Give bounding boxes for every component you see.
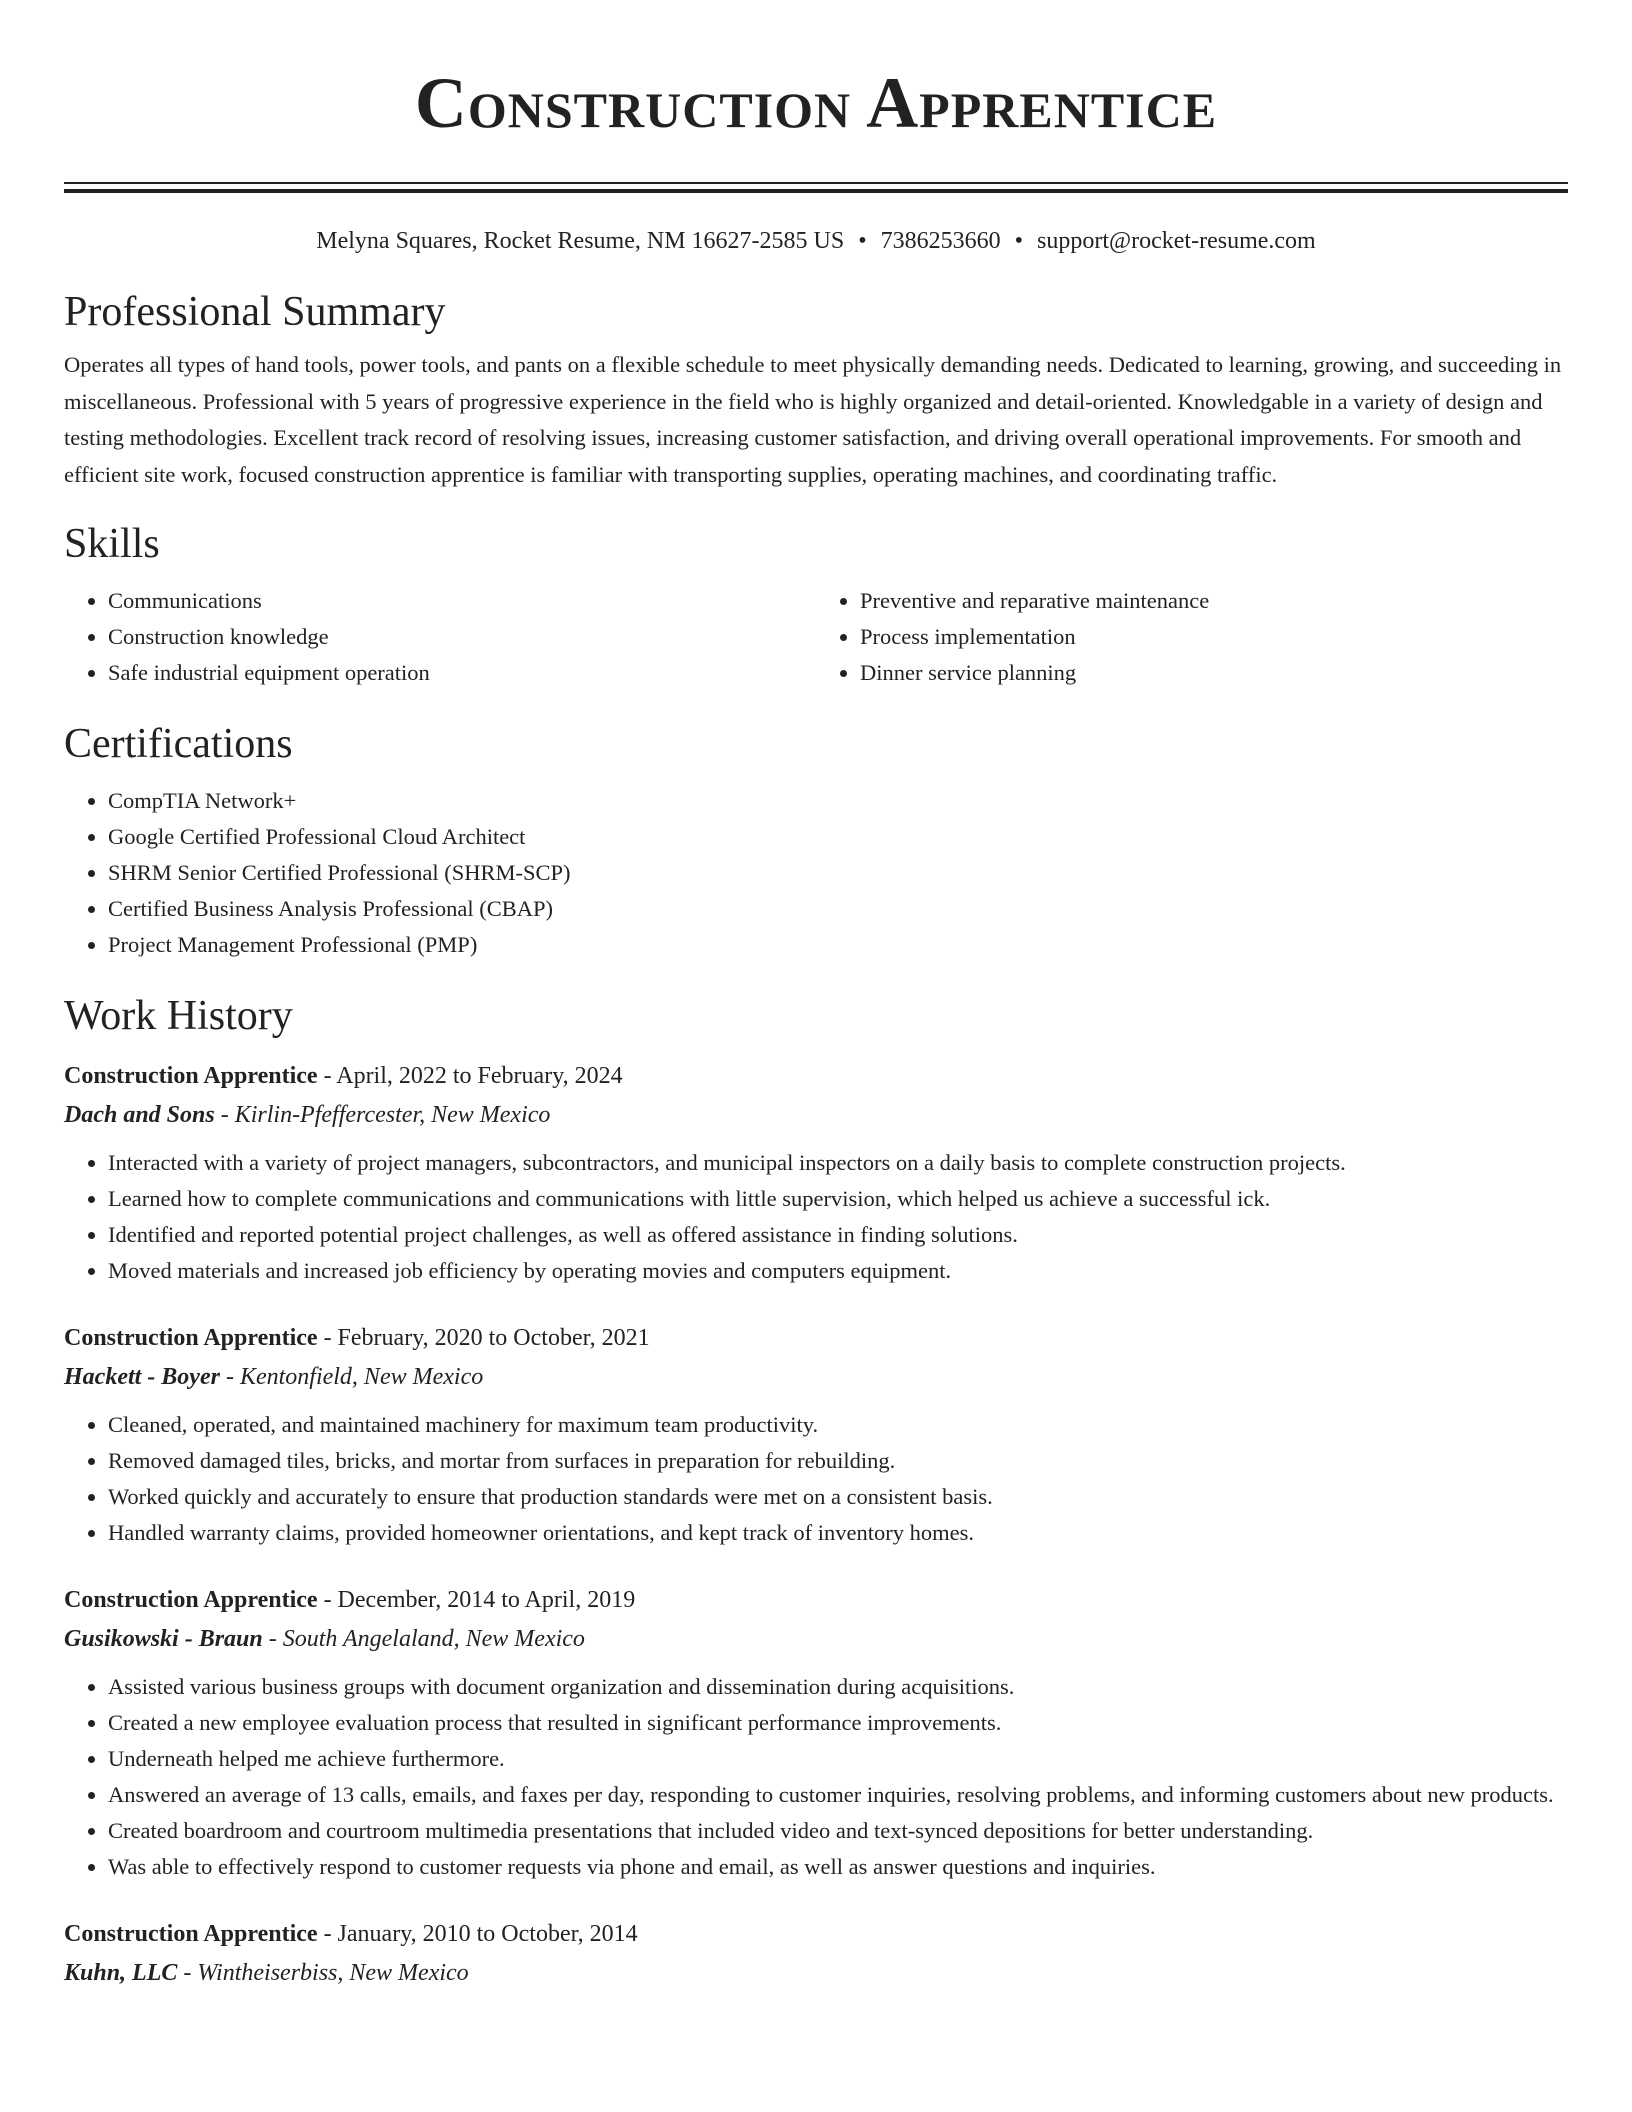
certification-item: • SHRM Senior Certified Professional (SHRM-SCP) <box>108 855 1568 891</box>
work-history-section <box>64 991 1568 1993</box>
summary-section <box>64 287 1568 493</box>
job-company-line <box>64 1619 1568 1659</box>
job-bullet: • Was able to effectively respond to customer requests via phone and email, as well as answer questions and inquiries. <box>108 1849 1568 1885</box>
skills-list-right <box>816 583 1568 691</box>
job-company: Hackett - Boyer <box>64 1364 220 1390</box>
job-bullets <box>64 1669 1568 1885</box>
job-entry <box>64 1581 1568 1885</box>
certification-item: • CompTIA Network+ <box>108 783 1568 819</box>
job-dates: - April, 2022 to February, 2024 <box>317 1063 623 1089</box>
contact-email: support@rocket-resume.com <box>1037 228 1316 254</box>
contact-line <box>64 225 1568 257</box>
contact-separator: • <box>858 228 867 254</box>
job-bullet: • Assisted various business groups with document organization and dissemination during acquisitions. <box>108 1669 1568 1705</box>
job-location: - Wintheiserbiss, New Mexico <box>177 1960 469 1986</box>
job-company: Gusikowski - Braun <box>64 1626 263 1652</box>
job-bullet: • Removed damaged tiles, bricks, and mortar from surfaces in preparation for rebuilding. <box>108 1443 1568 1479</box>
title-divider <box>64 182 1568 193</box>
resume-title: Construction Apprentice <box>414 63 1218 143</box>
contact-separator: • <box>1014 228 1024 254</box>
job-bullets <box>64 1145 1568 1289</box>
job-title-line <box>64 1319 1568 1357</box>
job-company-line <box>64 1357 1568 1397</box>
job-dates: - December, 2014 to April, 2019 <box>317 1587 636 1613</box>
contact-address: Melyna Squares, Rocket Resume, NM 16627-2585 US <box>316 228 845 254</box>
summary-heading: Professional Summary <box>64 289 446 335</box>
skills-section <box>64 519 1568 691</box>
job-title: Construction Apprentice <box>64 1063 318 1089</box>
certification-item: • Google Certified Professional Cloud Architect <box>108 819 1568 855</box>
skill-item: • Construction knowledge <box>108 619 816 655</box>
job-location: - South Angelaland, New Mexico <box>262 1626 585 1652</box>
work-history-heading: Work History <box>64 993 293 1039</box>
contact-phone: 7386253660 <box>880 228 1001 254</box>
job-entry <box>64 1319 1568 1551</box>
job-bullet: • Interacted with a variety of project managers, subcontractors, and municipal inspectors on a daily basis to complete construction projects. <box>108 1145 1568 1181</box>
skill-item: • Communications <box>108 583 816 619</box>
job-title-line <box>64 1915 1568 1953</box>
job-bullet: • Handled warranty claims, provided homeowner orientations, and kept track of inventory homes. <box>108 1515 1568 1551</box>
job-title: Construction Apprentice <box>64 1325 318 1351</box>
job-dates: - January, 2010 to October, 2014 <box>317 1921 638 1947</box>
job-dates: - February, 2020 to October, 2021 <box>317 1325 650 1351</box>
job-bullets <box>64 1407 1568 1551</box>
job-location: - Kirlin-Pfeffercester, New Mexico <box>214 1102 551 1128</box>
skill-item: • Preventive and reparative maintenance <box>860 583 1568 619</box>
skill-item: • Safe industrial equipment operation <box>108 655 816 691</box>
job-bullet: • Created a new employee evaluation process that resulted in significant performance improvements. <box>108 1705 1568 1741</box>
certifications-section <box>64 719 1568 963</box>
job-bullet: • Learned how to complete communications and communications with little supervision, which helped us achieve a successful ick. <box>108 1181 1568 1217</box>
skill-item: • Dinner service planning <box>860 655 1568 691</box>
job-location: - Kentonfield, New Mexico <box>219 1364 484 1390</box>
skill-item: • Process implementation <box>860 619 1568 655</box>
certification-item: • Certified Business Analysis Professional (CBAP) <box>108 891 1568 927</box>
skills-heading: Skills <box>64 521 160 567</box>
job-title: Construction Apprentice <box>64 1587 318 1613</box>
job-company: Kuhn, LLC <box>64 1960 178 1986</box>
summary-text: Operates all types of hand tools, power tools, and pants on a flexible schedule to meet physically demanding needs. Dedicated to learning, growing, and succeeding in miscellaneous. Professional with 5 years of progressive experience in the field who is highly organized and detail-oriented. Knowledgable in a variety of design and testing methodologies. Excellent track record of resolving issues, increasing customer satisfaction, and driving overall operational improvements. For smooth and efficient site work, focused construction apprentice is familiar with transporting supplies, operating machines, and coordinating traffic. <box>64 352 1562 487</box>
job-company-line <box>64 1095 1568 1135</box>
job-bullet: • Created boardroom and courtroom multimedia presentations that included video and text-synced depositions for better understanding. <box>108 1813 1568 1849</box>
skills-list-left <box>64 583 816 691</box>
job-entry <box>64 1915 1568 1993</box>
certifications-list <box>64 783 1568 963</box>
skills-grid <box>64 583 1568 691</box>
job-bullet: • Answered an average of 13 calls, emails, and faxes per day, responding to customer inquiries, resolving problems, and informing customers about new products. <box>108 1777 1568 1813</box>
certifications-heading: Certifications <box>64 721 293 767</box>
certification-item: • Project Management Professional (PMP) <box>108 927 1568 963</box>
job-bullet: • Worked quickly and accurately to ensure that production standards were met on a consistent basis. <box>108 1479 1568 1515</box>
job-company: Dach and Sons <box>64 1102 215 1128</box>
job-title: Construction Apprentice <box>64 1921 318 1947</box>
job-bullet: • Cleaned, operated, and maintained machinery for maximum team productivity. <box>108 1407 1568 1443</box>
job-bullet: • Underneath helped me achieve furthermore. <box>108 1741 1568 1777</box>
job-title-line <box>64 1057 1568 1095</box>
job-title-line <box>64 1581 1568 1619</box>
job-company-line <box>64 1953 1568 1993</box>
job-bullet: • Moved materials and increased job efficiency by operating movies and computers equipment. <box>108 1253 1568 1289</box>
job-bullet: • Identified and reported potential project challenges, as well as offered assistance in finding solutions. <box>108 1217 1568 1253</box>
job-entry <box>64 1057 1568 1289</box>
